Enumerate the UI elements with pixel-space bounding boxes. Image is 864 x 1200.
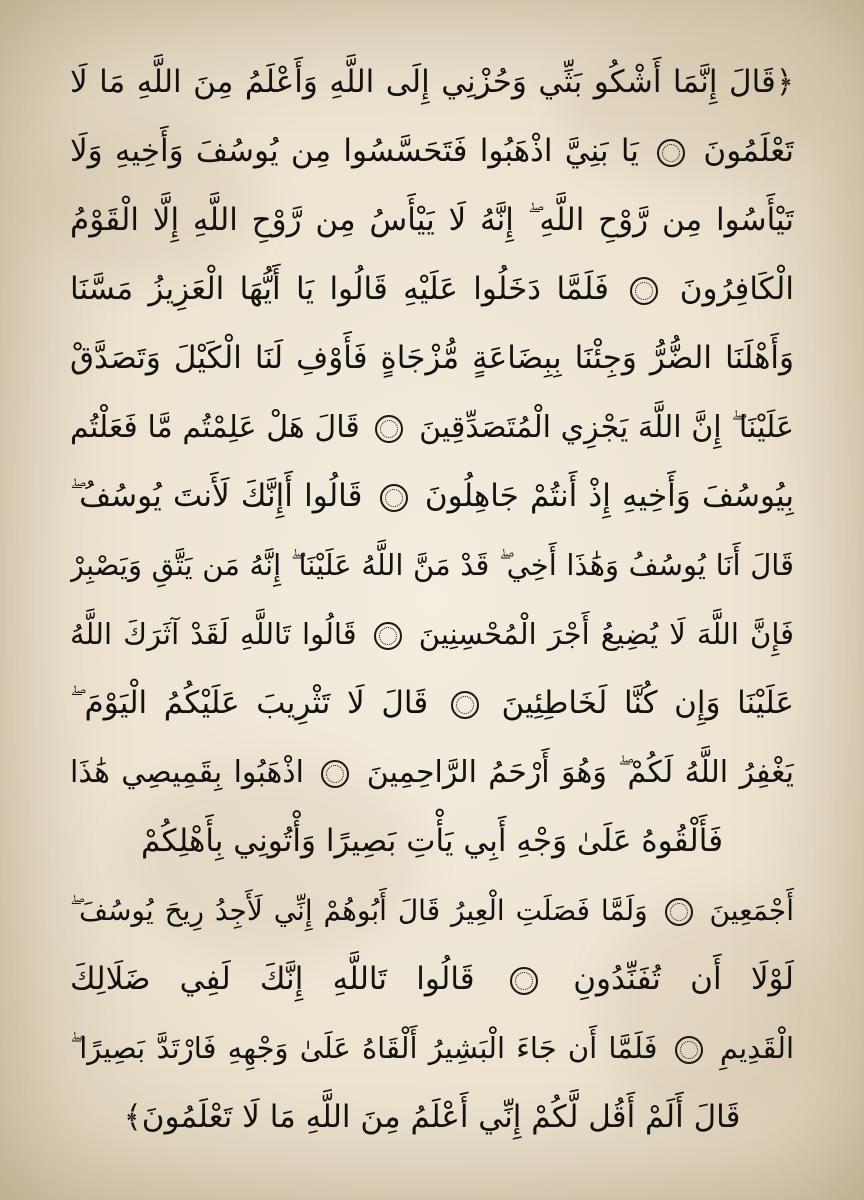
verse-text: قَالُوا تَاللَّهِ لَقَدْ آثَرَكَ اللَّهُ — [70, 617, 357, 651]
quran-text-block — [70, 48, 794, 1158]
ayah-marker-icon — [665, 898, 693, 926]
verse-text: فَأَلْقُوهُ عَلَىٰ وَجْهِ أَبِي يَأْتِ بَصِيرًا وَأْتُونِي بِأَهْلِكُمْ — [140, 823, 724, 859]
text-line — [70, 1083, 794, 1152]
text-line — [70, 462, 794, 531]
ayah-marker-icon — [630, 277, 658, 305]
verse-text: لَوْلَا أَن تُفَنِّدُونِ — [573, 961, 794, 997]
verse-text: قَالُوا أَإِنَّكَ لَأَنتَ يُوسُفُ ۖ — [70, 478, 363, 514]
text-line — [70, 669, 794, 738]
verse-text: فَلَمَّا دَخَلُوا عَلَيْهِ قَالُوا يَا أَيُّهَا الْعَزِيزُ مَسَّنَا — [70, 271, 609, 307]
verse-text: اذْهَبُوا بِقَمِيصِي هَٰذَا — [70, 755, 304, 790]
verse-text: ﴿قَالَ إِنَّمَا أَشْكُو بَثِّي وَحُزْنِي إِلَى اللَّهِ وَأَعْلَمُ مِنَ اللَّهِ مَا لَا — [70, 64, 794, 100]
verse-text: الْقَدِيمِ — [719, 1031, 794, 1065]
ayah-marker-icon — [510, 967, 538, 995]
verse-text: تَيْأَسُوا مِن رَّوْحِ اللَّهِ ۖ إِنَّهُ لَا يَيْأَسُ مِن رَّوْحِ اللَّهِ إِلَّا الْقَوْمُ — [70, 202, 794, 238]
ayah-marker-icon — [675, 1036, 703, 1064]
verse-text: تَعْلَمُونَ — [703, 133, 794, 169]
text-line — [70, 324, 794, 393]
text-line — [70, 255, 794, 324]
ayah-marker-icon — [321, 760, 349, 788]
verse-text: فَإِنَّ اللَّهَ لَا يُضِيعُ أَجْرَ الْمُحْسِنِينَ — [418, 617, 794, 651]
verse-text: الْكَافِرُونَ — [679, 271, 794, 307]
text-line — [70, 600, 794, 669]
verse-text: وَلَمَّا فَصَلَتِ الْعِيرُ قَالَ أَبُوهُمْ إِنِّي لَأَجِدُ رِيحَ يُوسُفَ ۖ — [70, 894, 648, 927]
text-line — [70, 393, 794, 462]
text-line — [70, 48, 794, 117]
verse-text: قَالَ أَلَمْ أَقُل لَّكُمْ إِنِّي أَعْلَمُ مِنَ اللَّهِ مَا لَا تَعْلَمُونَ﴾ — [123, 1099, 741, 1135]
verse-text: قَالَ أَنَا يُوسُفُ وَهَٰذَا أَخِي ۖ قَدْ مَنَّ اللَّهُ عَلَيْنَا ۖ إِنَّهُ مَن يَتَّقِ وَيَصْبِرْ — [70, 548, 794, 582]
verse-text: قَالَ لَا تَثْرِيبَ عَلَيْكُمُ الْيَوْمَ ۖ — [70, 685, 429, 721]
verse-text: يَغْفِرُ اللَّهُ لَكُمْ ۖ وَهُوَ أَرْحَمُ الرَّاحِمِينَ — [366, 755, 794, 790]
verse-text: قَالَ هَلْ عَلِمْتُم مَّا فَعَلْتُم — [70, 410, 360, 445]
text-line — [70, 945, 794, 1014]
text-line — [70, 531, 794, 600]
verse-text: عَلَيْنَا وَإِن كُنَّا لَخَاطِئِينَ — [501, 685, 794, 721]
text-line — [70, 738, 794, 807]
ayah-marker-icon — [375, 415, 403, 443]
text-line — [70, 807, 794, 876]
verse-text: عَلَيْنَا ۖ إِنَّ اللَّهَ يَجْزِي الْمُتَصَدِّقِينَ — [419, 410, 794, 445]
verse-text: وَأَهْلَنَا الضُّرُّ وَجِئْنَا بِبِضَاعَةٍ مُّزْجَاةٍ فَأَوْفِ لَنَا الْكَيْلَ وَتَصَدَّقْ — [70, 340, 794, 376]
ayah-marker-icon — [374, 622, 402, 650]
ayah-marker-icon — [657, 139, 685, 167]
verse-text: قَالُوا تَاللَّهِ إِنَّكَ لَفِي ضَلَالِكَ — [70, 961, 475, 997]
text-line — [70, 876, 794, 945]
verse-text: فَلَمَّا أَن جَاءَ الْبَشِيرُ أَلْقَاهُ عَلَىٰ وَجْهِهِ فَارْتَدَّ بَصِيرًا ۖ — [70, 1031, 658, 1065]
verse-text: بِيُوسُفَ وَأَخِيهِ إِذْ أَنتُمْ جَاهِلُونَ — [424, 478, 794, 514]
ayah-marker-icon — [451, 691, 479, 719]
text-line — [70, 1014, 794, 1083]
text-line — [70, 186, 794, 255]
ayah-marker-icon — [380, 484, 408, 512]
text-line — [70, 117, 794, 186]
verse-text: أَجْمَعِينَ — [709, 894, 794, 927]
verse-text: يَا بَنِيَّ اذْهَبُوا فَتَحَسَّسُوا مِن يُوسُفَ وَأَخِيهِ وَلَا — [70, 133, 639, 169]
